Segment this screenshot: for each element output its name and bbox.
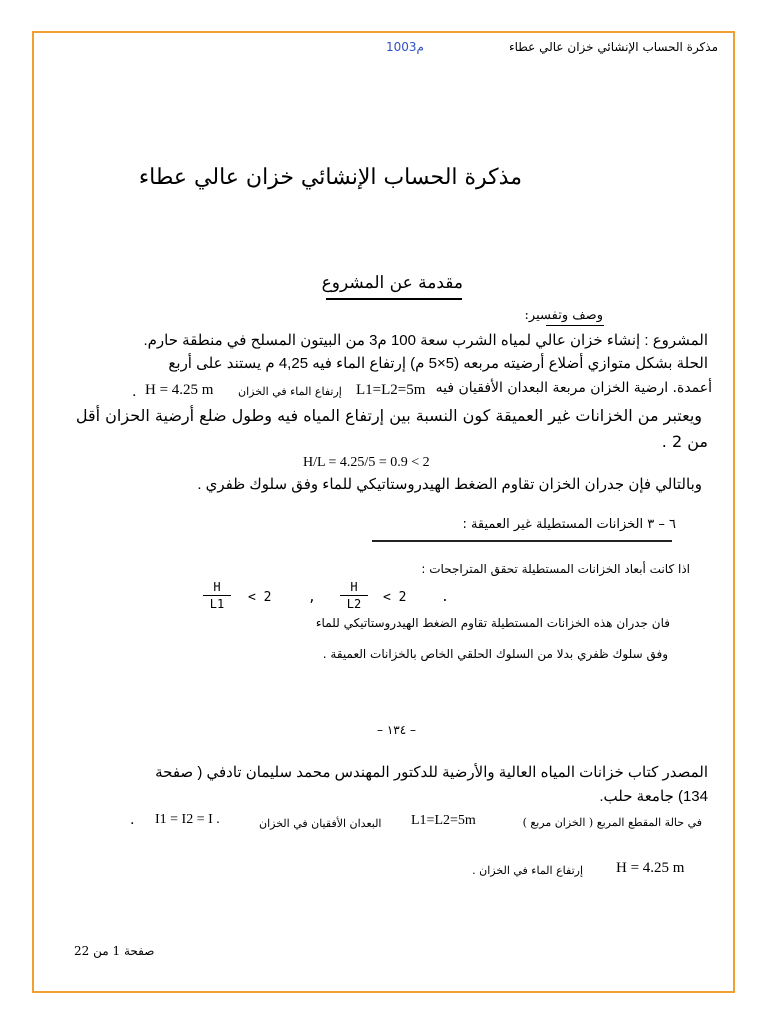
intro-underline — [326, 298, 462, 300]
fraction-bar — [340, 595, 368, 596]
water-height-label: إرتفاع الماء في الخزان — [238, 385, 342, 398]
inequality-dot: . — [441, 590, 449, 605]
inequality-comma: , — [308, 590, 316, 605]
fraction-bar — [203, 595, 231, 596]
header-capacity: 100م3 — [386, 40, 424, 54]
ratio-equation: H/L = 4.25/5 = 0.9 < 2 — [303, 455, 430, 470]
paragraph-shallow: ويعتبر من الخزانات غير العميقة كون النسبة بين إرتفاع المياه فيه وطول ضلع أرضية الحزان أقل — [75, 406, 702, 425]
paragraph-conclusion: وبالتالي فإن جدران الخزان تقاوم الضغط الهيدروستاتيكي للماء وفق سلوك ظفري . — [197, 476, 702, 493]
fraction-h-l1 — [203, 580, 231, 611]
square-dot: . — [130, 812, 135, 828]
inequality-1: < 2 — [248, 590, 272, 605]
formula-dot: . — [132, 384, 137, 400]
fraction-denominator: L1 — [209, 597, 225, 611]
scan-line-walls: فان جدران هذه الخزانات المستطيلة تقاوم الضغط الهيدروستاتيكي للماء — [315, 616, 670, 630]
fraction-h-l2 — [340, 580, 368, 611]
paragraph-shape: الحلة بشكل متوازي أضلاع أرضيته مربعه (5×5 م) إرتفاع الماء فيه 4,25 م يستند على أربع — [168, 355, 708, 372]
fraction-numerator: H — [350, 580, 358, 594]
scan-page-number: – ١٣٤ – — [377, 723, 416, 737]
header-title: مذكرة الحساب الإنشائي خزان عالي عطاء — [509, 40, 718, 54]
scan-line-behavior: وفق سلوك ظفري بدلا من السلوك الحلقي الخاص بالخزانات العميقة . — [322, 647, 668, 661]
height-formula: H = 4.25 m — [616, 860, 685, 876]
fraction-numerator: H — [213, 580, 221, 594]
inertia-formula: I1 = I2 = I . — [155, 812, 220, 827]
page-footer: صفحة 1 من 22 — [74, 944, 155, 958]
intro-heading: مقدمة عن المشروع — [321, 273, 463, 293]
formula-l1-l2: L1=L2=5m — [356, 382, 426, 398]
description-underline — [546, 325, 604, 326]
formula-height: H = 4.25 m — [145, 382, 214, 398]
document-title: مذكرة الحساب الإنشائي خزان عالي عطاء — [138, 165, 522, 190]
scan-line-conditions: اذا كانت أبعاد الخزانات المستطيلة تحقق المتراجحات : — [421, 562, 690, 576]
square-formula-l: L1=L2=5m — [411, 813, 476, 828]
scan-heading-underline — [372, 540, 672, 542]
square-walls-text: البعدان الأفقيان في الخزان — [259, 817, 382, 830]
source-line-2: 134) جامعة حلب. — [599, 788, 708, 805]
paragraph-shallow-end: من 2 . — [661, 432, 708, 451]
source-line-1: المصدر كتاب خزانات المياه العالية والأرضية للدكتور المهندس محمد سليمان تادفي ( صفحة — [155, 764, 708, 781]
paragraph-project: المشروع : إنشاء خزان عالي لمياه الشرب سعة 100 م3 من البيتون المسلح في منطقة حارم. — [143, 332, 708, 349]
description-label: وصف وتفسير: — [524, 308, 603, 323]
square-section-note: في حالة المقطع المربع ( الخزان مربع ) — [522, 816, 702, 829]
paragraph-columns: أعمدة. ارضية الخزان مربعة البعدان الأفقيان فيه — [435, 380, 712, 396]
inequality-2: < 2 — [383, 590, 407, 605]
scan-heading: ٦ – ٣ الخزانات المستطيلة غير العميقة : — [462, 517, 676, 532]
height-text: إرتفاع الماء في الخزان . — [472, 864, 583, 877]
fraction-denominator: L2 — [346, 597, 362, 611]
